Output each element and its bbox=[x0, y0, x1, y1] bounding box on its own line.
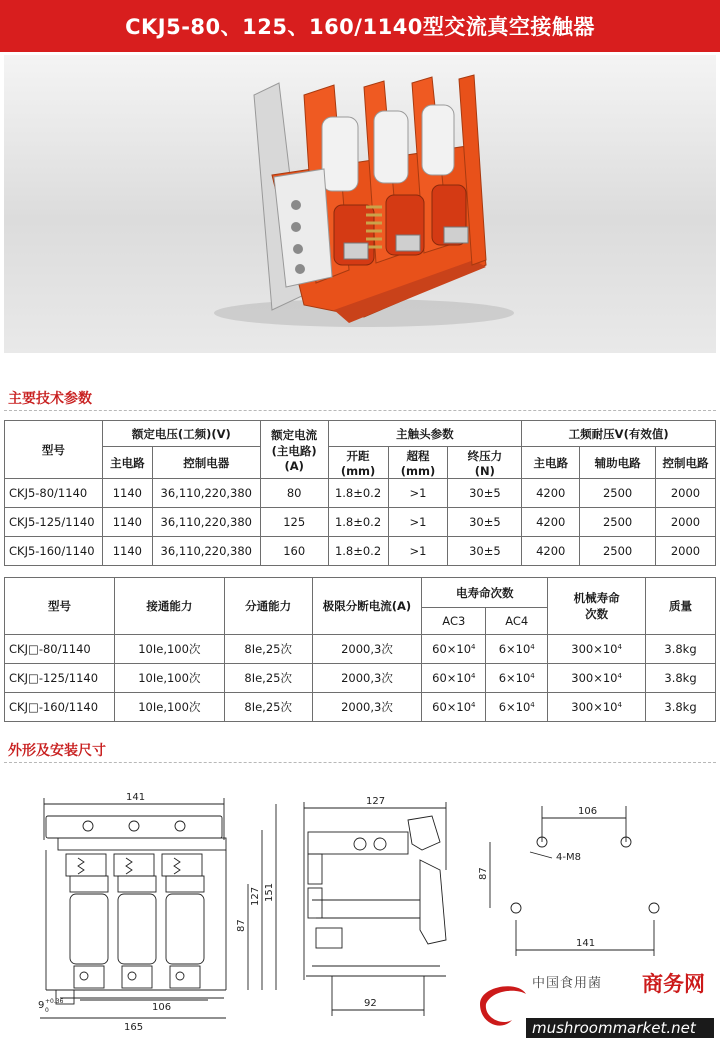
mount-dim-holes: 4-M8 bbox=[556, 852, 581, 863]
side-dim-127: 127 bbox=[366, 796, 386, 807]
front-dim-127: 127 bbox=[250, 886, 261, 906]
table1-header-rated-voltage: 额定电压(工频)(V) bbox=[102, 421, 260, 447]
table1-header-main-circuit: 主电路 bbox=[102, 447, 152, 479]
front-dim-hole: 9 bbox=[38, 1000, 45, 1011]
table2-header-ac3: AC3 bbox=[422, 608, 486, 635]
table2-header-limit: 极限分断电流(A) bbox=[312, 578, 422, 635]
dimensions-section-title: 外形及安装尺寸 bbox=[8, 743, 106, 759]
front-dim-141: 141 bbox=[126, 792, 146, 803]
table1-header-overtravel: 超程 (mm) bbox=[388, 447, 448, 479]
page-title: CKJ5-80、125、160/1140型交流真空接触器 bbox=[0, 0, 720, 52]
watermark-cn-text: 中国食用菌 bbox=[532, 976, 603, 991]
watermark-url: mushroommarket.net bbox=[526, 1018, 714, 1038]
main-spec-table bbox=[4, 420, 716, 566]
table1-header-main-contact: 主触头参数 bbox=[328, 421, 522, 447]
table2-header-mass: 质量 bbox=[646, 578, 716, 635]
performance-table bbox=[4, 577, 716, 722]
table1-header-w-aux: 辅助电路 bbox=[580, 447, 656, 479]
table2-header-break: 分通能力 bbox=[224, 578, 312, 635]
table2-header-make: 接通能力 bbox=[114, 578, 224, 635]
table-row: CKJ5-125/1140 1140 36,110,220,380 125 1.8±0.2 >1 30±5 4200 2500 2000 bbox=[5, 508, 716, 537]
front-dim-106: 106 bbox=[152, 1002, 172, 1013]
table1-header-rated-current: 额定电流 (主电路) (A) bbox=[260, 421, 328, 479]
side-view-drawing bbox=[304, 796, 446, 1016]
table1-header-gap: 开距 (mm) bbox=[328, 447, 388, 479]
product-photo bbox=[4, 55, 716, 353]
table2-header-electrical-life: 电寿命次数 bbox=[422, 578, 548, 608]
table2-header-model: 型号 bbox=[5, 578, 115, 635]
front-dim-hole-tol-upper: +0.36 bbox=[45, 998, 64, 1005]
table-row: CKJ5-160/1140 1140 36,110,220,380 160 1.8±0.2 >1 30±5 4200 2500 2000 bbox=[5, 537, 716, 566]
table1-header-control-circuit: 控制电器 bbox=[152, 447, 260, 479]
front-view-drawing bbox=[38, 792, 276, 1033]
front-dim-165: 165 bbox=[124, 1022, 144, 1033]
table1-header-pressure: 终压力 (N) bbox=[448, 447, 522, 479]
mount-dim-106: 106 bbox=[578, 806, 598, 817]
mount-dim-87: 87 bbox=[478, 867, 489, 880]
table-row: CKJ□-125/1140 10Ie,100次 8Ie,25次 2000,3次 $60\times 10^4$ $6\times 10^4$ $300\times 10^4$ 3.8kg bbox=[5, 664, 716, 693]
front-dim-hole-tol-lower: 0 bbox=[45, 1007, 49, 1014]
table-row: CKJ5-80/1140 1140 36,110,220,380 80 1.8±0.2 >1 30±5 4200 2500 2000 bbox=[5, 479, 716, 508]
table1-header-withstand: 工频耐压V(有效值) bbox=[522, 421, 716, 447]
table1-header-w-control: 控制电路 bbox=[656, 447, 716, 479]
table2-header-mechanical-life: 机械寿命 次数 bbox=[548, 578, 646, 635]
mount-dim-141: 141 bbox=[576, 938, 596, 949]
section-divider bbox=[4, 762, 716, 763]
section-divider bbox=[4, 410, 716, 411]
specs-section-title: 主要技术参数 bbox=[8, 391, 92, 407]
table-row: CKJ□-80/1140 10Ie,100次 8Ie,25次 2000,3次 $60\times 10^4$ $6\times 10^4$ $300\times 10^4$ 3.8kg bbox=[5, 635, 716, 664]
table1-header-w-main: 主电路 bbox=[522, 447, 580, 479]
side-dim-92: 92 bbox=[364, 998, 377, 1009]
mushroom-logo-icon bbox=[472, 974, 532, 1034]
front-dim-151: 151 bbox=[264, 882, 275, 902]
watermark-cn-bold: 商务网 bbox=[642, 972, 705, 996]
mounting-view-drawing bbox=[478, 806, 659, 956]
table1-header-model: 型号 bbox=[5, 421, 103, 479]
table2-header-ac4: AC4 bbox=[486, 608, 548, 635]
site-watermark bbox=[470, 968, 716, 1040]
table-row: CKJ□-160/1140 10Ie,100次 8Ie,25次 2000,3次 $60\times 10^4$ $6\times 10^4$ $300\times 10^4$ 3.8kg bbox=[5, 693, 716, 722]
front-dim-87: 87 bbox=[236, 919, 247, 932]
